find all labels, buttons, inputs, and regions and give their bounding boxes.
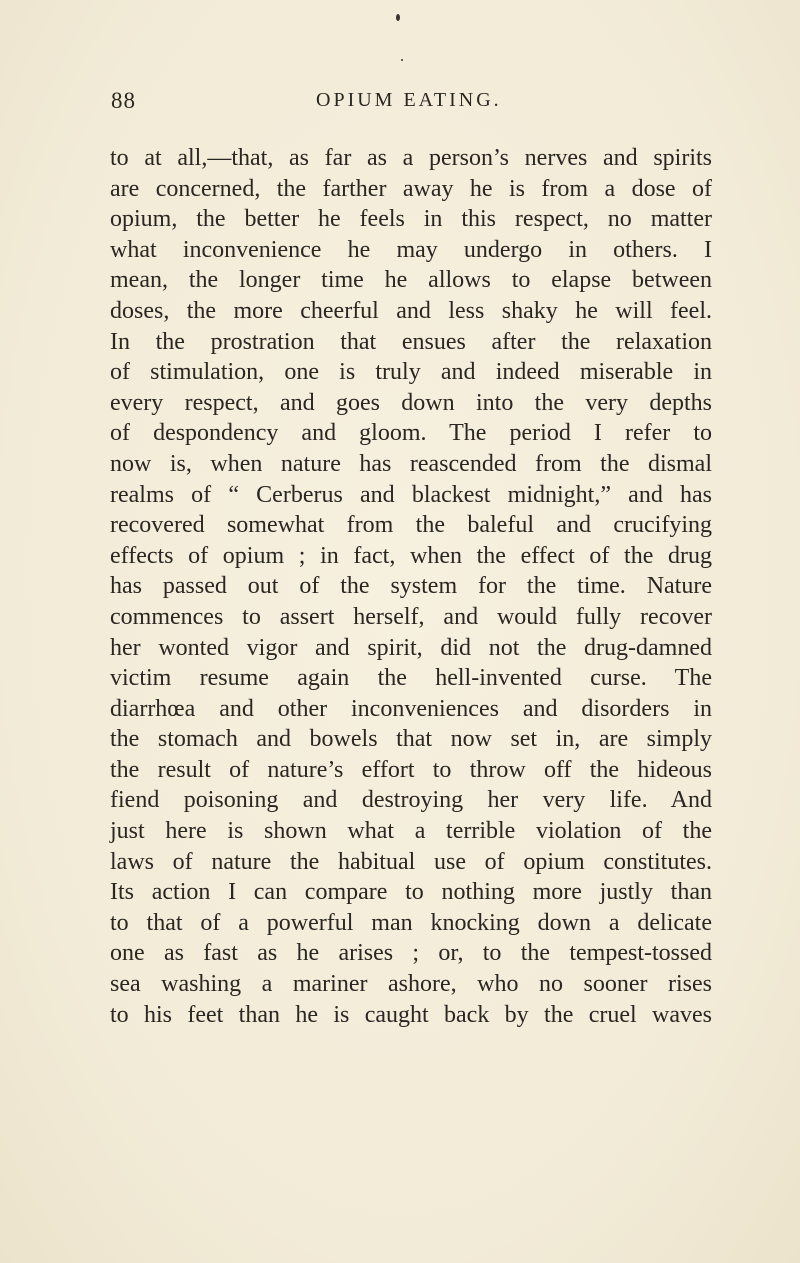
text-line: what inconvenience he may undergo in others. I	[110, 236, 712, 263]
text-line: realms of “ Cerberus and blackest midnight,” and has	[110, 481, 712, 508]
text-line: fiend poisoning and destroying her very life. And	[110, 787, 712, 814]
text-line: recovered somewhat from the baleful and crucifying	[110, 512, 712, 539]
text-line: victim resume again the hell-invented curse. The	[110, 665, 712, 692]
text-line: doses, the more cheerful and less shaky he will feel.	[110, 297, 712, 324]
text-line: her wonted vigor and spirit, did not the drug-damned	[110, 634, 712, 661]
text-line: to at all,—that, as far as a person’s nerves and spirits	[110, 145, 712, 171]
text-line: one as fast as he arises ; or, to the tempest-tossed	[110, 940, 712, 967]
running-head: OPIUM EATING.	[316, 89, 502, 111]
text-line: just here is shown what a terrible violation of the	[110, 818, 712, 845]
text-line: the stomach and bowels that now set in, are simply	[110, 726, 712, 753]
page-number: 88	[111, 88, 136, 113]
text-line: the result of nature’s effort to throw off the hideous	[110, 756, 712, 783]
text-line: opium, the better he feels in this respect, no matter	[110, 206, 712, 233]
page-header	[0, 88, 800, 118]
text-line: of stimulation, one is truly and indeed miserable in	[110, 359, 712, 386]
text-line: mean, the longer time he allows to elapse between	[110, 267, 712, 294]
text-line: effects of opium ; in fact, when the effect of the drug	[110, 542, 712, 569]
text-line: now is, when nature has reascended from the dismal	[110, 450, 712, 477]
text-line: sea washing a mariner ashore, who no sooner rises	[110, 971, 712, 998]
text-line: commences to assert herself, and would fully recover	[110, 603, 712, 630]
text-line: to his feet than he is caught back by the cruel waves	[110, 1001, 712, 1028]
body-text	[110, 143, 712, 1030]
text-line: In the prostration that ensues after the relaxation	[110, 328, 712, 355]
text-line: Its action I can compare to nothing more justly than	[110, 879, 712, 906]
ink-speck	[396, 14, 400, 21]
text-line: diarrhœa and other inconveniences and disorders in	[110, 695, 712, 722]
text-line: every respect, and goes down into the very depths	[110, 389, 712, 416]
text-line: of despondency and gloom. The period I refer to	[110, 420, 712, 447]
text-line: to that of a powerful man knocking down a delicate	[110, 909, 712, 936]
text-line: laws of nature the habitual use of opium constitutes.	[110, 848, 712, 875]
ink-speck	[401, 59, 403, 61]
text-line: has passed out of the system for the time. Nature	[110, 573, 712, 600]
text-line: are concerned, the farther away he is from a dose of	[110, 175, 712, 202]
